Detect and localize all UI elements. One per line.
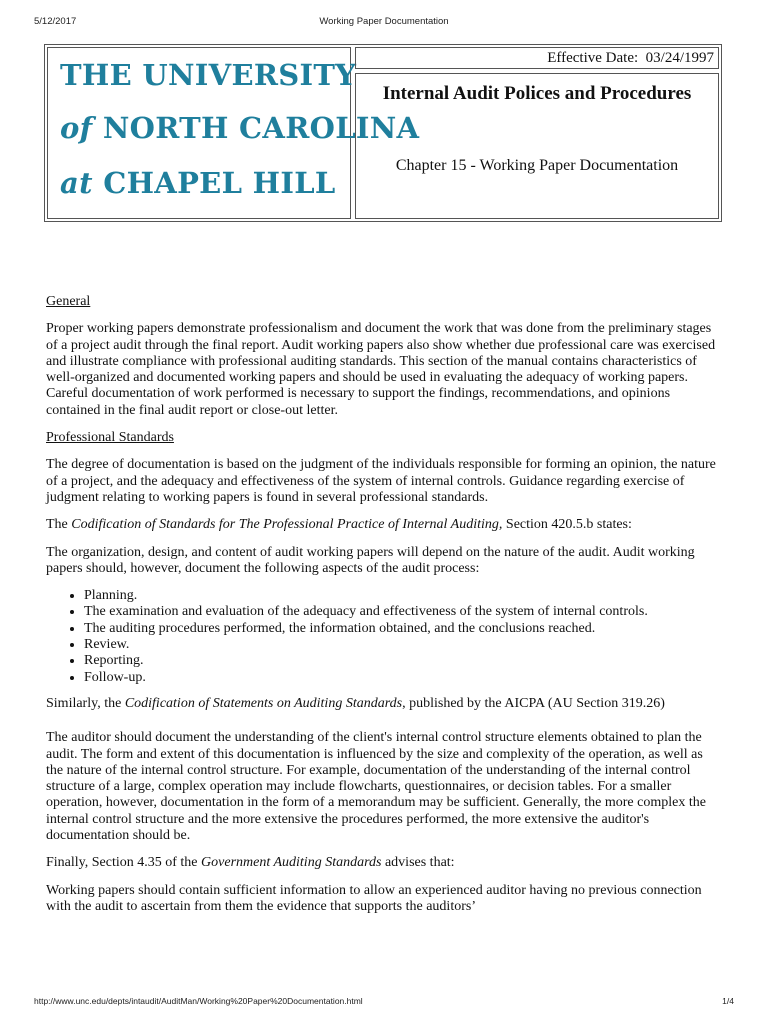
document-title: Internal Audit Polices and Procedures — [382, 83, 692, 104]
list-item: • The examination and evaluation of the adequacy and effectiveness of the system of internal controls. — [84, 604, 722, 620]
aicpa-quote: The auditor should document the understanding of the client's internal control structure elements obtained to plan the audit. The form and extent of this documentation is influenced by the size and complexity of the operation, as well as the nature of the internal control structure. For example, documentation of the understanding of the internal control structure of a large, complex operation may include flowcharts, questionnaires, or decision tables. For a smaller operation, however, documentation in the form of a memorandum may be sufficient. Generally, the more complex the internal control structure and the more extensive the procedures performed, the more extensive the auditor's documentation should be. — [46, 730, 706, 844]
print-header — [34, 16, 734, 30]
gas-quote: Working papers should contain sufficient information to allow an experienced auditor having no previous connection with the audit to ascertain from them the evidence that supports the auditors’ — [46, 882, 702, 914]
audit-process-list — [46, 588, 722, 686]
print-date: 5/12/2017 — [34, 16, 77, 27]
print-page-title: Working Paper Documentation — [319, 16, 449, 27]
codification-intro: The Codification of Standards for The Professional Practice of Internal Auditing, Section 420.5.b states: — [46, 517, 632, 533]
page-number: 1/4 — [722, 996, 734, 1006]
header-banner-table — [44, 44, 722, 222]
list-item: • The auditing procedures performed, the information obtained, and the conclusions reached. — [84, 621, 722, 637]
source-url: http://www.unc.edu/depts/intaudit/AuditMan/Working%20Paper%20Documentation.html — [34, 996, 363, 1006]
gas-intro: Finally, Section 4.35 of the Government Auditing Standards advises that: — [46, 855, 455, 871]
aicpa-intro: Similarly, the Codification of Statements on Auditing Standards, published by the AICPA (AU Section 319.26) — [46, 695, 665, 711]
logo-line-2: of NORTH CAROLINA — [60, 111, 420, 145]
heading-general: General — [46, 294, 91, 309]
document-body — [46, 294, 722, 926]
list-item: • Follow-up. — [84, 670, 722, 686]
title-cell — [355, 73, 719, 219]
standards-paragraph: The degree of documentation is based on the judgment of the individuals responsible for forming an opinion, the nature of a project, and the adequacy and effectiveness of the system of internal controls. Guidance regarding exercise of judgment relating to working papers is found in several professional standards. — [46, 457, 716, 505]
effective-date: Effective Date: 03/24/1997 — [355, 47, 719, 69]
logo-line-1: THE UNIVERSITY — [60, 58, 357, 92]
list-item: • Planning. — [84, 588, 722, 604]
general-paragraph: Proper working papers demonstrate professionalism and document the work that was done from the preliminary stages of a project audit through the final report. Audit working papers also show whether due professional care was exercised and illustrate compliance with professional auditing standards. This section of the manual contains characteristics of well-organized and documented working papers and should be used in evaluating the adequacy of working papers. Careful documentation of work performed is necessary to support the findings, recommendations, and opinions contained in the final audit report or close-out letter. — [46, 321, 716, 418]
print-footer — [34, 996, 734, 1010]
chapter-title: Chapter 15 - Working Paper Documentation — [395, 157, 679, 174]
logo-line-3: at CHAPEL HILL — [60, 166, 336, 200]
codification-quote: The organization, design, and content of audit working papers will depend on the nature of the audit. Audit working papers should, however, document the following aspects of the audit process: — [46, 544, 695, 576]
list-item: • Review. — [84, 637, 722, 653]
university-logo — [47, 47, 420, 219]
list-item: • Reporting. — [84, 653, 722, 669]
heading-professional-standards: Professional Standards — [46, 430, 174, 446]
